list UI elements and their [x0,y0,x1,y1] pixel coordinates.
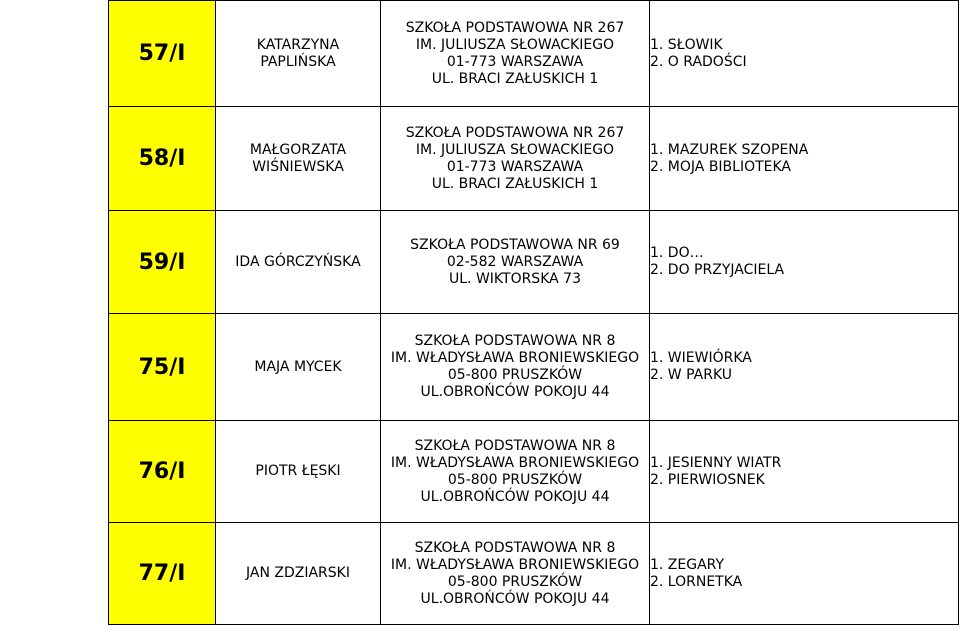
school-line: IM. JULIUSZA SŁOWACKIEGO [415,36,615,53]
author-name [216,523,381,625]
poem-title: 2. LORNETKA [650,573,743,590]
table-row [109,1,959,107]
poem-titles [650,523,959,625]
school-line: SZKOŁA PODSTAWOWA NR 267 [405,19,625,36]
school-line: IM. WŁADYSŁAWA BRONIEWSKIEGO [390,454,640,471]
poem-title: 2. W PARKU [650,367,733,383]
author-name [216,107,381,211]
school-line: SZKOŁA PODSTAWOWA NR 8 [414,539,616,556]
entry-code: 57/I [109,1,216,107]
table-row [109,523,959,625]
poem-titles [650,421,959,523]
school-line: 01-773 WARSZAWA [446,158,584,175]
author-name [216,211,381,314]
table-row [109,211,959,314]
school-line: 05-800 PRUSZKÓW [447,573,583,590]
school-address [381,1,650,107]
entry-code: 77/I [109,523,216,625]
poem-titles [650,314,959,421]
author-name [216,314,381,421]
poem-title: 1. SŁOWIK [650,36,723,53]
author-line: IDA GÓRCZYŃSKA [235,253,361,270]
poem-titles [650,211,959,314]
school-line: SZKOŁA PODSTAWOWA NR 69 [410,236,620,253]
author-line: KATARZYNA [256,36,340,53]
school-address [381,523,650,625]
school-line: 05-800 PRUSZKÓW [447,367,583,383]
poem-title: 2. PIERWIOSNEK [650,471,765,488]
school-line: UL. BRACI ZAŁUSKICH 1 [431,175,599,192]
school-address [381,314,650,421]
poem-titles [650,107,959,211]
school-line: 05-800 PRUSZKÓW [447,471,583,488]
school-address [381,211,650,314]
entry-code: 75/I [109,314,216,421]
author-name [216,421,381,523]
entry-code: 58/I [109,107,216,211]
entries-table [108,0,959,625]
table-row [109,421,959,523]
school-line: 01-773 WARSZAWA [446,53,584,70]
poem-titles [650,1,959,107]
school-line: IM. WŁADYSŁAWA BRONIEWSKIEGO [390,350,640,366]
school-address [381,421,650,523]
poem-title: 1. MAZUREK SZOPENA [650,141,809,158]
school-line: SZKOŁA PODSTAWOWA NR 8 [414,437,616,454]
school-line: IM. JULIUSZA SŁOWACKIEGO [415,141,615,158]
author-line: PAPLIŃSKA [260,53,336,70]
school-line: SZKOŁA PODSTAWOWA NR 267 [405,124,625,141]
author-line: WIŚNIEWSKA [252,158,344,175]
school-line: UL.OBROŃCÓW POKOJU 44 [420,488,610,505]
table-row [109,107,959,211]
author-line: JAN ZDZIARSKI [246,565,350,581]
entry-code: 76/I [109,421,216,523]
school-line: 02-582 WARSZAWA [446,253,584,270]
poem-title: 1. ZEGARY [650,556,725,573]
entry-code: 59/I [109,211,216,314]
author-line: PIOTR ŁĘSKI [255,463,341,479]
poem-title: 1. JESIENNY WIATR [650,454,782,471]
school-line: UL. BRACI ZAŁUSKICH 1 [431,70,599,87]
poem-title: 1. WIEWIÓRKA [650,350,752,366]
school-line: IM. WŁADYSŁAWA BRONIEWSKIEGO [390,556,640,573]
poem-title: 2. DO PRZYJACIELA [650,262,785,278]
school-address [381,107,650,211]
poem-title: 2. MOJA BIBLIOTEKA [650,158,792,175]
author-line: MAŁGORZATA [249,141,347,158]
school-line: UL.OBROŃCÓW POKOJU 44 [420,590,610,607]
poem-title: 1. DO… [650,245,704,261]
school-line: UL.OBROŃCÓW POKOJU 44 [420,384,610,400]
author-line: MAJA MYCEK [254,358,342,375]
poem-title: 2. O RADOŚCI [650,53,747,70]
table-row [109,314,959,421]
school-line: SZKOŁA PODSTAWOWA NR 8 [414,333,616,349]
author-name [216,1,381,107]
school-line: UL. WIKTORSKA 73 [449,270,581,287]
